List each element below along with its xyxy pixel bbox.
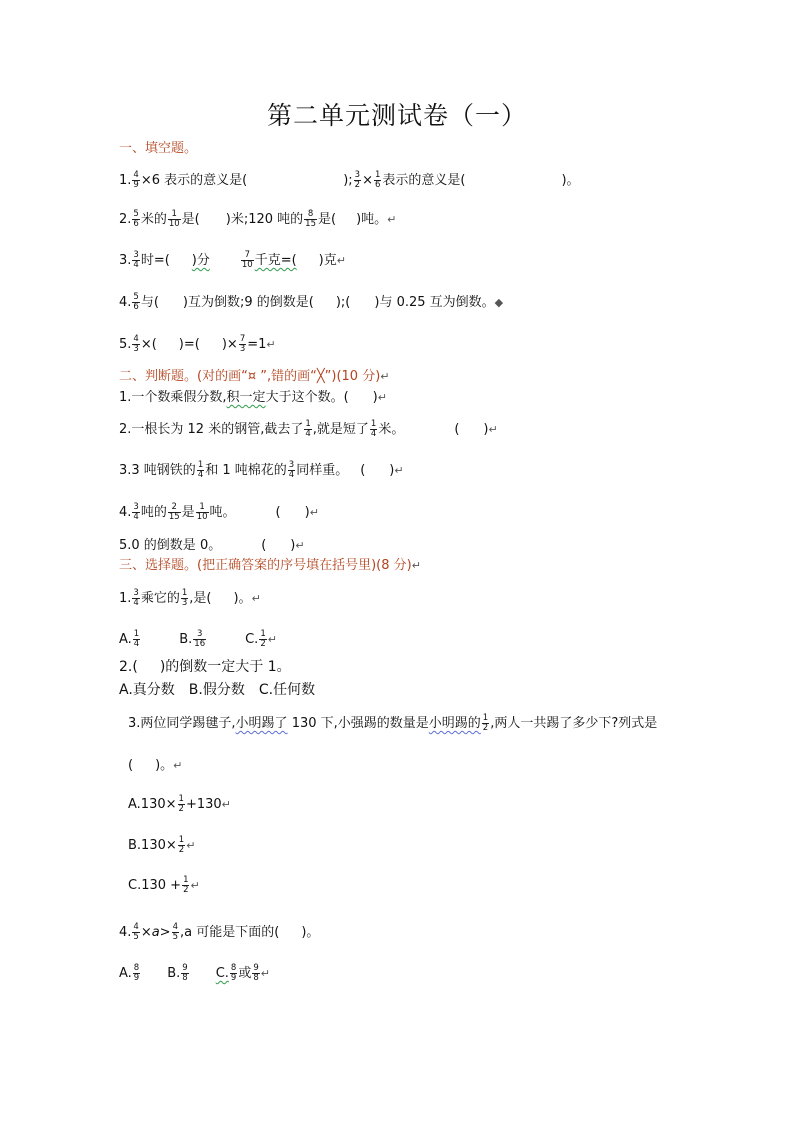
fraction <box>304 210 317 229</box>
q-text: )=( <box>178 337 200 352</box>
fraction-num: 1 <box>196 503 209 513</box>
q-text: );( <box>335 295 351 310</box>
q-text: 是( <box>317 212 337 227</box>
section-heading-fill: 一、填空题。 <box>119 141 198 156</box>
q-text: 表示的意义是( <box>382 173 466 188</box>
fraction-den: 6 <box>133 219 139 229</box>
paragraph-mark: ↵ <box>173 759 183 772</box>
fraction-num: 7 <box>239 334 246 344</box>
paragraph-mark: ↵ <box>488 423 498 436</box>
fraction-num: 5 <box>133 209 139 219</box>
fraction-den: 4 <box>305 429 311 439</box>
paragraph-mark: ↵ <box>380 370 390 383</box>
q-num: 3. <box>119 253 132 268</box>
q-text: )的倒数一定大于 1。 <box>159 659 291 675</box>
q-text: 是( <box>181 212 200 227</box>
fraction-den: 2 <box>260 639 266 649</box>
fraction-den: 6 <box>374 180 381 190</box>
q-text: × <box>362 173 373 188</box>
question-3-4-options <box>119 963 270 985</box>
fraction-den: 2 <box>178 845 185 855</box>
fraction <box>288 461 295 480</box>
fraction-den: 15 <box>168 512 180 522</box>
q-text: A.130× <box>128 797 177 812</box>
fraction <box>196 503 209 522</box>
fraction <box>168 503 181 522</box>
section-heading-judge <box>119 366 390 388</box>
q-text: ( <box>261 538 267 553</box>
q-text: )互为倒数;9 的倒数是( <box>182 295 314 310</box>
fraction-num: 5 <box>133 292 139 302</box>
page-title: 第二单元测试卷（一） <box>266 101 527 130</box>
fraction-num: 3 <box>133 502 139 512</box>
fraction <box>132 503 139 522</box>
q-text: ) <box>304 505 310 520</box>
fraction-num: 3 <box>133 588 139 598</box>
fraction-den: 2 <box>354 180 361 190</box>
fraction <box>182 876 189 895</box>
q-text: 3.3 吨钢铁的 <box>119 463 196 478</box>
option-a: A.真分数 <box>119 682 175 698</box>
q-text: ×a> <box>140 925 171 940</box>
option-b: B. <box>179 632 193 647</box>
question-3-4 <box>119 922 319 944</box>
q-text: )克 <box>318 253 337 268</box>
q-text: 时=( <box>140 253 170 268</box>
fraction-den: 4 <box>288 470 295 480</box>
fraction-den: 3 <box>133 344 139 354</box>
question-3-3 <box>128 713 657 735</box>
q-num: 2. <box>119 212 132 227</box>
fraction-den: 9 <box>133 180 139 190</box>
fraction-num: 4 <box>133 922 139 932</box>
fraction <box>241 251 254 270</box>
fraction-num: 1 <box>482 713 489 723</box>
fraction-num: 8 <box>133 963 140 973</box>
question-3-3-option-b <box>128 835 195 857</box>
fraction-num: 4 <box>133 170 139 180</box>
question-2-4 <box>119 502 319 524</box>
q-text: )。 <box>301 925 320 940</box>
fraction <box>132 923 139 942</box>
fraction-num: 1 <box>197 460 204 470</box>
fraction-den: 10 <box>168 219 180 229</box>
fraction-den: 15 <box>305 219 316 229</box>
fraction-num: 1 <box>260 629 266 639</box>
q-text: 小明踢的 <box>428 716 481 731</box>
q-text: 2.( <box>119 659 138 675</box>
q-text: 1. <box>119 591 132 606</box>
question-2-5 <box>119 535 305 557</box>
q-text: ); <box>343 173 353 188</box>
heading-text: ¤ <box>247 369 257 384</box>
q-text: )。 <box>155 758 174 773</box>
paragraph-mark: ↵ <box>387 213 397 226</box>
question-3-1-options <box>119 629 277 651</box>
fraction <box>133 964 140 983</box>
fraction-den: 10 <box>196 512 208 522</box>
q-text: 吨。 <box>209 505 236 520</box>
paragraph-mark: ↵ <box>411 559 421 572</box>
fraction <box>304 420 311 439</box>
fraction <box>230 964 237 983</box>
paragraph-mark: ↵ <box>336 254 346 267</box>
q-text: 米的 <box>140 212 167 227</box>
fraction <box>181 589 188 608</box>
fraction-num: 3 <box>288 460 295 470</box>
question-3-1 <box>119 588 261 610</box>
q-num: 1. <box>119 173 132 188</box>
q-text: ) <box>290 538 296 553</box>
fraction-num: 9 <box>253 963 259 973</box>
q-text: 同样重。 <box>296 463 349 478</box>
fraction-num: 9 <box>182 963 188 973</box>
fraction-num: 1 <box>178 835 185 845</box>
fraction-den: 4 <box>133 598 139 608</box>
q-text: 大于这个数。( <box>265 390 349 405</box>
fraction-den: 9 <box>230 973 237 983</box>
fraction-num: 1 <box>370 419 377 429</box>
fraction <box>132 335 139 354</box>
fraction-den: 16 <box>194 639 206 649</box>
fraction-num: 1 <box>181 588 188 598</box>
paragraph-mark: ↵ <box>295 539 305 552</box>
fraction-den: 4 <box>133 260 139 270</box>
paragraph-mark: ↵ <box>266 338 276 351</box>
option-c: C. <box>245 632 259 647</box>
fraction <box>178 836 185 855</box>
fraction-num: 8 <box>230 963 237 973</box>
question-3-3-option-a <box>128 794 231 816</box>
fraction <box>259 630 266 649</box>
question-1-2 <box>119 209 396 231</box>
option-b: B. <box>167 966 181 981</box>
fraction <box>132 589 139 608</box>
q-text: ) <box>389 463 395 478</box>
q-text: ,a 可能是下面的( <box>180 925 280 940</box>
fraction-num: 4 <box>133 334 139 344</box>
q-text: ,是( <box>189 591 212 606</box>
fraction <box>133 630 140 649</box>
question-2-1 <box>119 387 387 409</box>
q-text: 2.一根长为 12 米的钢管,截去了 <box>119 422 304 437</box>
fraction-num: 2 <box>168 503 181 513</box>
fraction <box>482 714 489 733</box>
fraction-den: 2 <box>178 804 184 814</box>
q-text: =1 <box>247 337 267 352</box>
question-3-3-blank <box>128 755 182 777</box>
fraction-num: 8 <box>304 210 317 220</box>
fraction <box>178 795 185 814</box>
fraction-num: 3 <box>193 630 206 640</box>
fraction <box>374 171 381 190</box>
fraction-den: 8 <box>253 973 259 983</box>
q-text: 4. <box>119 505 132 520</box>
fraction <box>193 630 206 649</box>
q-text: 5.0 的倒数是 0。 <box>119 538 222 553</box>
q-text: 或 <box>238 966 252 981</box>
question-1-1 <box>119 170 580 192</box>
heading-text: 二、判断题。(对的画“ <box>119 369 248 384</box>
q-text: )。 <box>561 173 580 188</box>
q-text: 积一定 <box>226 390 266 405</box>
fraction-num: 3 <box>133 250 139 260</box>
paragraph-mark: ↵ <box>309 506 319 519</box>
q-text: )× <box>221 337 238 352</box>
paragraph-mark: ↵ <box>221 798 231 811</box>
question-1-4 <box>119 292 503 314</box>
fraction-num: 1 <box>178 794 184 804</box>
question-1-5 <box>119 334 276 356</box>
q-text: 米。 <box>378 422 405 437</box>
fraction <box>370 420 377 439</box>
q-text: +130 <box>185 797 222 812</box>
section-heading-choice <box>119 555 421 577</box>
fraction-den: 10 <box>241 260 253 270</box>
fraction-den: 3 <box>181 598 188 608</box>
fraction-den: 4 <box>133 512 139 522</box>
q-text: 和 1 吨棉花的 <box>205 463 287 478</box>
q-num: 5. <box>119 337 132 352</box>
q-text: ,两人一共踢了多少下?列式是 <box>490 716 658 731</box>
q-text: 乘它的 <box>140 591 180 606</box>
fraction-den: 3 <box>239 344 246 354</box>
option-c: C.任何数 <box>258 682 316 698</box>
heading-text: ”,错的画“╳”)(10 分) <box>256 369 381 384</box>
q-num: 4. <box>119 295 132 310</box>
fraction-num: 1 <box>133 629 140 639</box>
question-3-3-option-c <box>128 875 200 897</box>
q-text: ( <box>360 463 366 478</box>
paragraph-mark: ↵ <box>377 391 387 404</box>
q-text: ( <box>454 422 460 437</box>
q-text: ×6 表示的意义是( <box>140 173 248 188</box>
question-1-3 <box>119 250 346 272</box>
fraction-num: 1 <box>374 170 381 180</box>
fraction-den: 4 <box>197 470 204 480</box>
paragraph-mark: ◆ <box>494 296 504 309</box>
paragraph-mark: ↵ <box>394 464 404 477</box>
option-a: A. <box>119 632 132 647</box>
q-text: C.130 + <box>128 878 182 893</box>
fraction <box>132 171 139 190</box>
q-text: ( <box>275 505 281 520</box>
fraction <box>197 461 204 480</box>
q-text: )分 <box>191 253 210 268</box>
fraction-den: 2 <box>183 885 189 895</box>
paragraph-mark: ↵ <box>260 967 270 980</box>
q-text: 是 <box>181 505 195 520</box>
question-2-3 <box>119 460 404 482</box>
q-text: 小明踢了 <box>235 716 288 731</box>
fraction <box>172 923 179 942</box>
q-text: 与( <box>140 295 159 310</box>
fraction-den: 5 <box>172 932 179 942</box>
question-3-2 <box>119 656 291 678</box>
fraction <box>168 210 181 229</box>
question-3-2-options <box>119 679 315 701</box>
fraction-den: 8 <box>182 973 188 983</box>
fraction <box>132 210 139 229</box>
fraction-num: 4 <box>172 922 179 932</box>
fraction-num: 1 <box>183 875 189 885</box>
fraction-num: 1 <box>168 210 181 220</box>
fraction-den: 4 <box>133 639 140 649</box>
paragraph-mark: ↵ <box>186 839 196 852</box>
paragraph-mark: ↵ <box>251 592 261 605</box>
fraction-num: 3 <box>354 170 361 180</box>
fraction <box>132 251 139 270</box>
fraction-den: 6 <box>133 302 139 312</box>
q-text: 4. <box>119 925 132 940</box>
fraction <box>181 964 188 983</box>
q-text: ) <box>372 390 378 405</box>
underlined-segment <box>191 250 297 270</box>
fraction-den: 5 <box>133 932 139 942</box>
fraction <box>132 293 139 312</box>
q-text: ,就是短了 <box>312 422 369 437</box>
q-text: ) <box>483 422 489 437</box>
fraction-num: 7 <box>241 251 254 261</box>
paragraph-mark: ↵ <box>190 879 200 892</box>
q-text: 3.两位同学踢毽子, <box>128 716 236 731</box>
q-text: ( <box>128 758 134 773</box>
heading-text: 三、选择题。(把正确答案的序号填在括号里)(8 分) <box>119 558 412 573</box>
q-text: )。 <box>233 591 252 606</box>
fraction-den: 9 <box>133 973 140 983</box>
fraction-num: 1 <box>305 419 311 429</box>
q-text: )米;120 吨的 <box>225 212 304 227</box>
q-text: )与 0.25 互为倒数。 <box>374 295 495 310</box>
question-2-2 <box>119 419 498 441</box>
option-a: A. <box>119 966 132 981</box>
q-text: ×( <box>140 337 157 352</box>
paragraph-mark: ↵ <box>267 633 277 646</box>
q-text: 130 下,小强踢的数量是 <box>287 716 429 731</box>
q-text: 吨的 <box>140 505 167 520</box>
fraction <box>239 335 246 354</box>
q-text: )吨。 <box>356 212 388 227</box>
option-b: B.假分数 <box>188 682 245 698</box>
q-text: 1.一个数乘假分数, <box>119 390 227 405</box>
q-text: 千克=( <box>254 253 297 268</box>
fraction-den: 4 <box>370 429 377 439</box>
fraction <box>354 171 361 190</box>
q-text: B.130× <box>128 838 177 853</box>
option-c: C. <box>215 966 229 981</box>
fraction <box>252 964 259 983</box>
fraction-den: 2 <box>482 723 489 733</box>
